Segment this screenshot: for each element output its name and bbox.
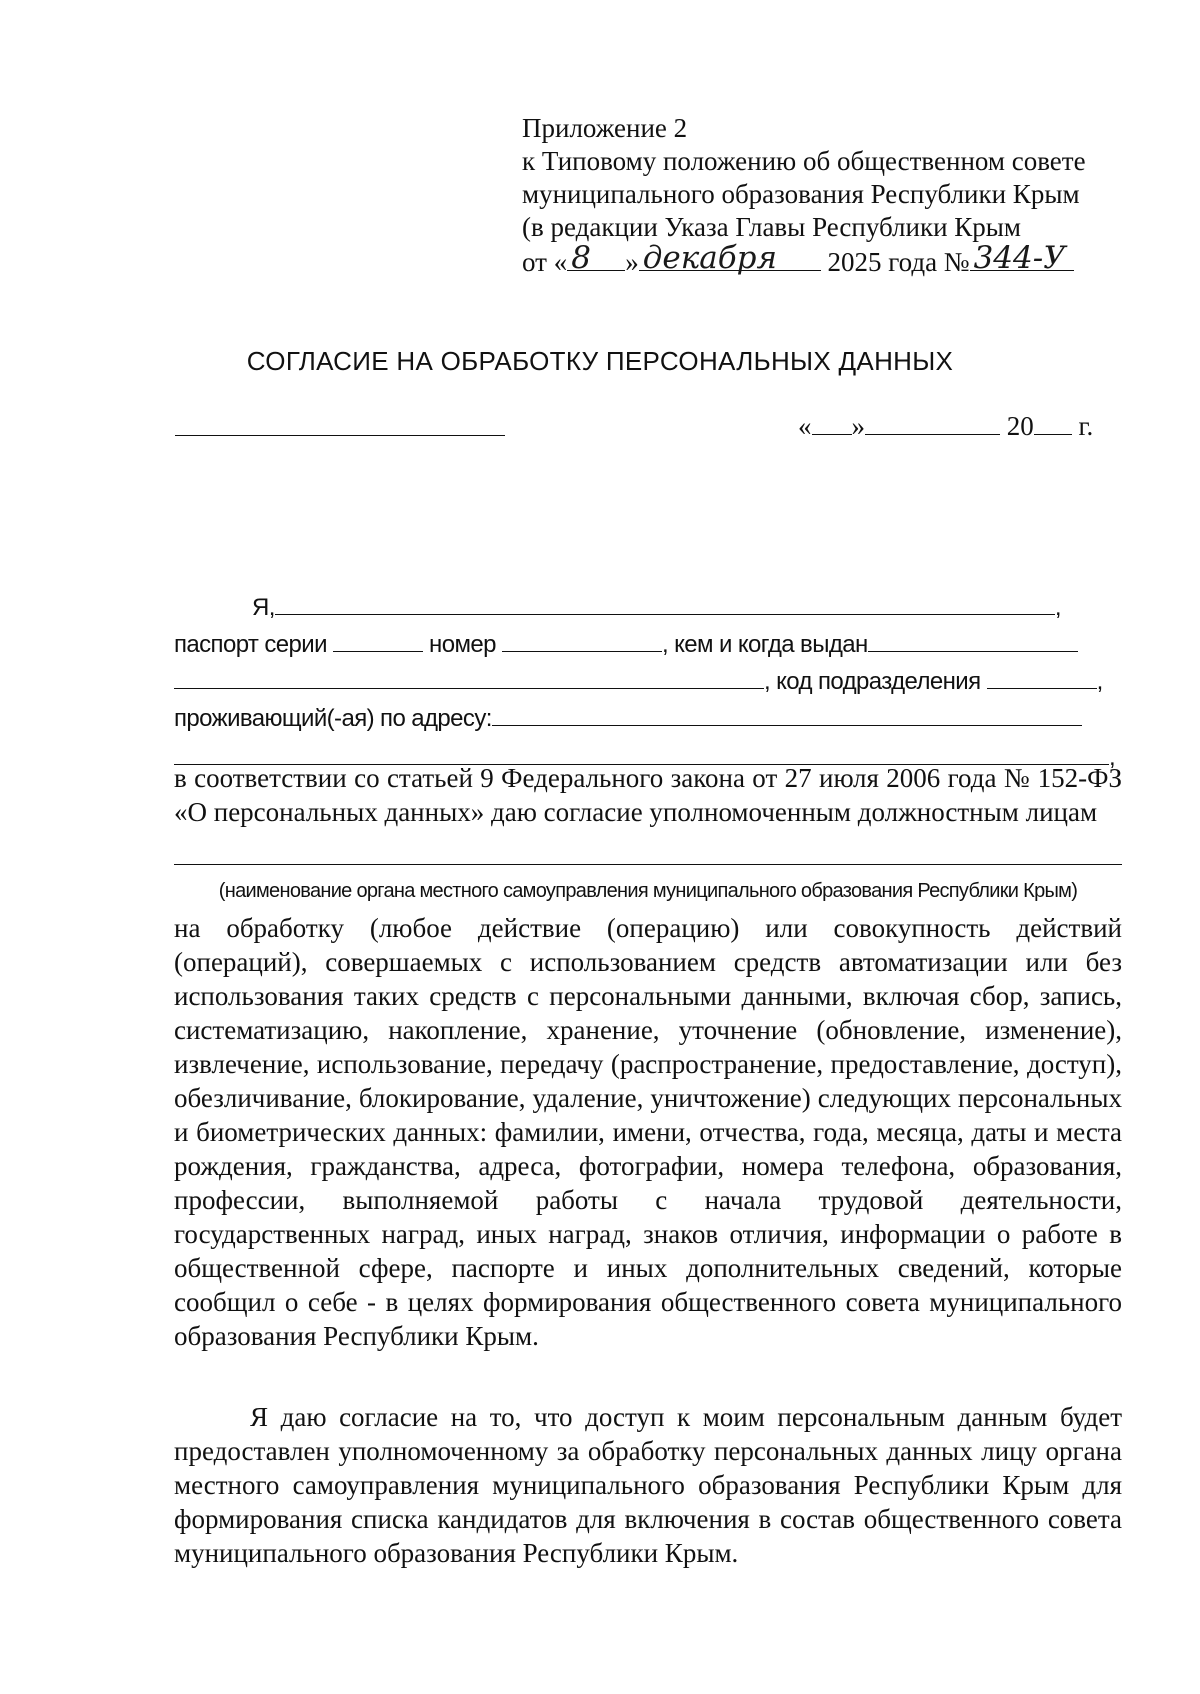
appendix-date-line	[522, 240, 1122, 279]
date-open-quote: «	[798, 411, 812, 441]
issuer-row	[174, 664, 1103, 694]
year-blank	[1034, 412, 1072, 435]
passport-row	[174, 627, 1078, 657]
passport-number-label: номер	[429, 631, 496, 658]
handwritten-day: 8	[571, 240, 591, 276]
handwritten-month: декабря	[642, 240, 777, 276]
place-blank-line	[175, 435, 505, 436]
appendix-edition: (в редакции Указа Главы Республики Крым	[522, 212, 1021, 242]
passport-series-blank	[333, 627, 423, 652]
address-row	[174, 701, 1082, 731]
date-prefix: от «	[522, 247, 568, 277]
appendix-header	[522, 112, 1122, 279]
document-title: СОГЛАСИЕ НА ОБРАБОТКУ ПЕРСОНАЛЬНЫХ ДАННЫХ	[246, 346, 954, 376]
passport-number-blank	[502, 627, 662, 652]
appendix-reference-2: муниципального образования Республики Крым	[522, 179, 1080, 209]
organization-blank-line	[174, 864, 1122, 865]
address-comma: ,	[1109, 744, 1116, 771]
year-suffix: г.	[1078, 411, 1094, 441]
year-prefix: 20	[1006, 411, 1034, 441]
processing-scope-paragraph: на обработку (любое действие (операцию) или совокупность действий (операций), совершаемых с использованием средств автоматизации или без использования таких средств с персональными данными, включая сбор, запись, систематизацию, накопление, хранение, уточнение (обновление, изменение), извлечение, использование, передачу (распространение, предоставление, доступ), обезличивание, блокирование, удаление, уничтожение) следующих персональных и биометрических данных: фамилии, имени, отчества, года, месяца, даты и места рождения, гражданства, адреса, фотографии, номера телефона, образования, профессии, выполняемой работы с начала трудовой деятельности, государственных наград, иных наград, знаков отличия, информации о работе в общественной сфере, паспорте и иных дополнительных сведений, которые сообщил о себе - в целях формирования общественного совета муниципального образования Республики Крым.	[174, 913, 1122, 1351]
handwritten-number: 344-У	[973, 240, 1066, 276]
date-close-quote: »	[851, 411, 865, 441]
full-name-blank	[275, 590, 1055, 615]
name-comma: ,	[1054, 594, 1061, 621]
consent-basis-paragraph: в соответствии со статьей 9 Федерального закона от 27 июля 2006 года № 152-ФЗ «О персональных данных» даю согласие уполномоченным должностным лицам	[174, 763, 1122, 827]
appendix-reference: к Типовому положению об общественном совете	[522, 146, 1086, 176]
handwritten-month-field	[639, 240, 821, 276]
appendix-number: Приложение 2	[522, 113, 688, 143]
issued-by-label: , кем и когда выдан	[661, 631, 868, 658]
address-label: проживающий(-ая) по адресу:	[174, 705, 492, 732]
access-consent-paragraph: Я даю согласие на то, что доступ к моим персональным данным будет предоставлен уполномоченному за обработку персональных данных лицу органа местного самоуправления муниципального образования Республики Крым для формирования списка кандидатов для включения в состав общественного совета муниципального образования Республики Крым.	[174, 1402, 1122, 1568]
day-blank	[812, 412, 852, 435]
address-blank	[492, 701, 1082, 726]
subdivision-code-label: , код подразделения	[764, 668, 981, 695]
handwritten-day-field	[567, 240, 625, 276]
subdivision-code-blank	[987, 664, 1097, 689]
subdivision-comma: ,	[1096, 668, 1103, 695]
issued-by-blank	[868, 627, 1078, 652]
handwritten-number-field	[970, 240, 1074, 276]
issuer-blank	[174, 664, 764, 689]
name-row	[252, 590, 1061, 620]
organization-caption: (наименование органа местного самоуправления муниципального образования Республики Крым)	[218, 880, 1078, 902]
signature-date-field	[798, 411, 1093, 442]
i-label: Я,	[252, 594, 275, 621]
date-quote: »	[625, 247, 639, 277]
passport-series-label: паспорт серии	[174, 631, 327, 658]
date-year-label: 2025 года №	[827, 247, 970, 277]
month-blank	[865, 412, 1000, 435]
